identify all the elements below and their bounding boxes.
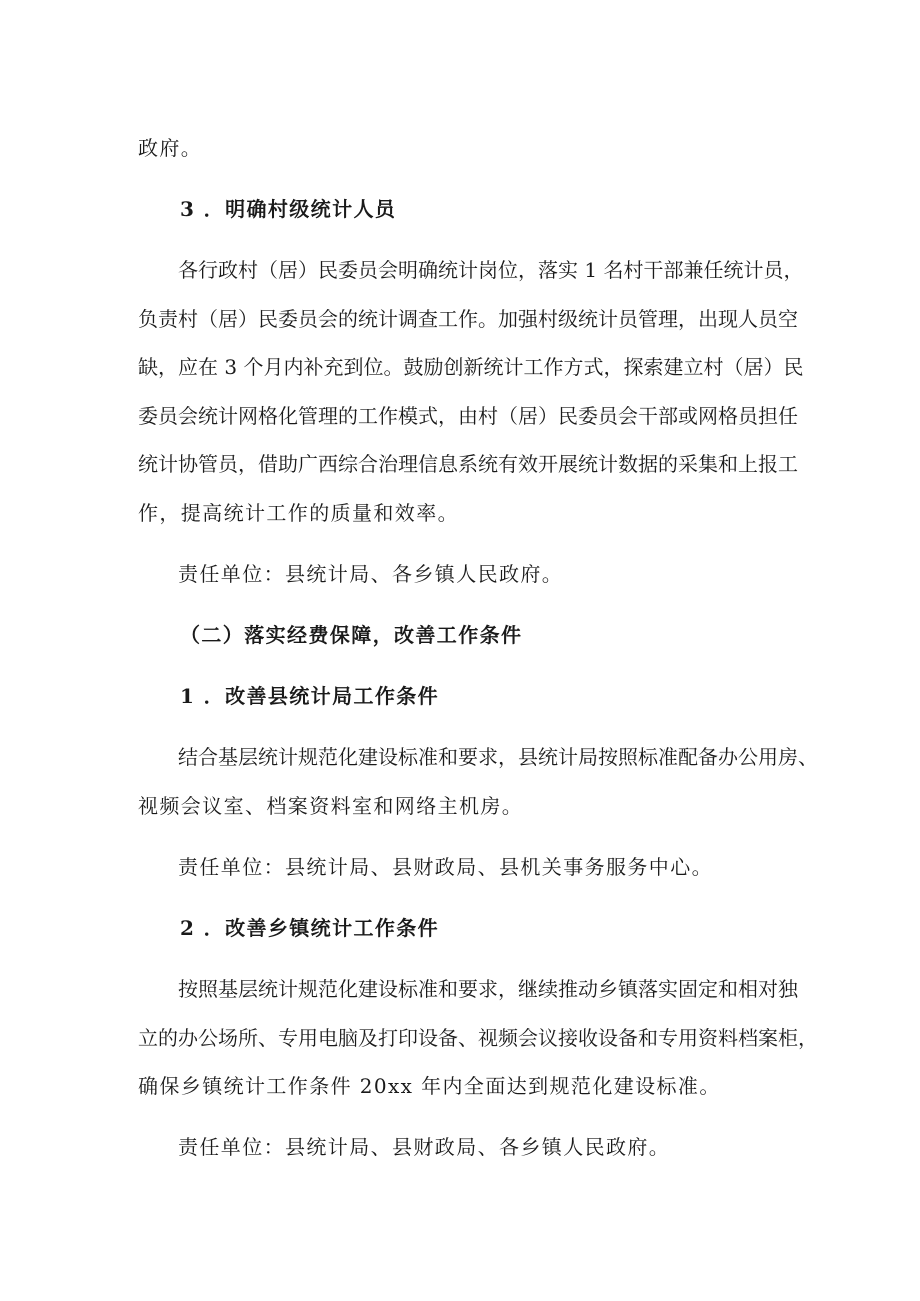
item-2-responsibility: 责任单位：县统计局、县财政局、各乡镇人民政府。 <box>178 1135 671 1159</box>
item-2-paragraph-line: 按照基层统计规范化建设标准和要求，继续推动乡镇落实固定和相对独 <box>178 977 798 1001</box>
item-1-responsibility: 责任单位：县统计局、县财政局、县机关事务服务中心。 <box>178 855 713 879</box>
section-3-paragraph-line: 各行政村（居）民委员会明确统计岗位，落实 1 名村干部兼任统计员， <box>178 258 804 282</box>
item-2-paragraph-line: 确保乡镇统计工作条件 20xx 年内全面达到规范化建设标准。 <box>138 1074 721 1098</box>
item-1-paragraph-line: 视频会议室、档案资料室和网络主机房。 <box>138 794 524 818</box>
item-1-heading: 1 ．改善县统计局工作条件 <box>180 684 440 708</box>
section-3-responsibility: 责任单位：县统计局、各乡镇人民政府。 <box>178 562 564 586</box>
section-3-paragraph-line: 缺，应在 3 个月内补充到位。鼓励创新统计工作方式，探索建立村（居）民 <box>138 355 804 379</box>
item-2-paragraph-line: 立的办公场所、专用电脑及打印设备、视频会议接收设备和专用资料档案柜， <box>138 1026 818 1050</box>
section-3-paragraph-line: 作，提高统计工作的质量和效率。 <box>138 501 459 525</box>
item-1-paragraph-line: 结合基层统计规范化建设标准和要求，县统计局按照标准配备办公用房、 <box>178 745 818 769</box>
item-2-heading: 2 ．改善乡镇统计工作条件 <box>180 916 440 940</box>
section-3-heading: 3 ．明确村级统计人员 <box>180 197 397 221</box>
previous-paragraph-ending: 政府。 <box>138 136 203 160</box>
part-2-heading: （二）落实经费保障，改善工作条件 <box>180 623 523 647</box>
section-3-paragraph-line: 负责村（居）民委员会的统计调查工作。加强村级统计员管理，出现人员空 <box>138 307 798 331</box>
section-3-paragraph-line: 统计协管员，借助广西综合治理信息系统有效开展统计数据的采集和上报工 <box>138 452 798 476</box>
section-3-paragraph-line: 委员会统计网格化管理的工作模式，由村（居）民委员会干部或网格员担任 <box>138 404 798 428</box>
